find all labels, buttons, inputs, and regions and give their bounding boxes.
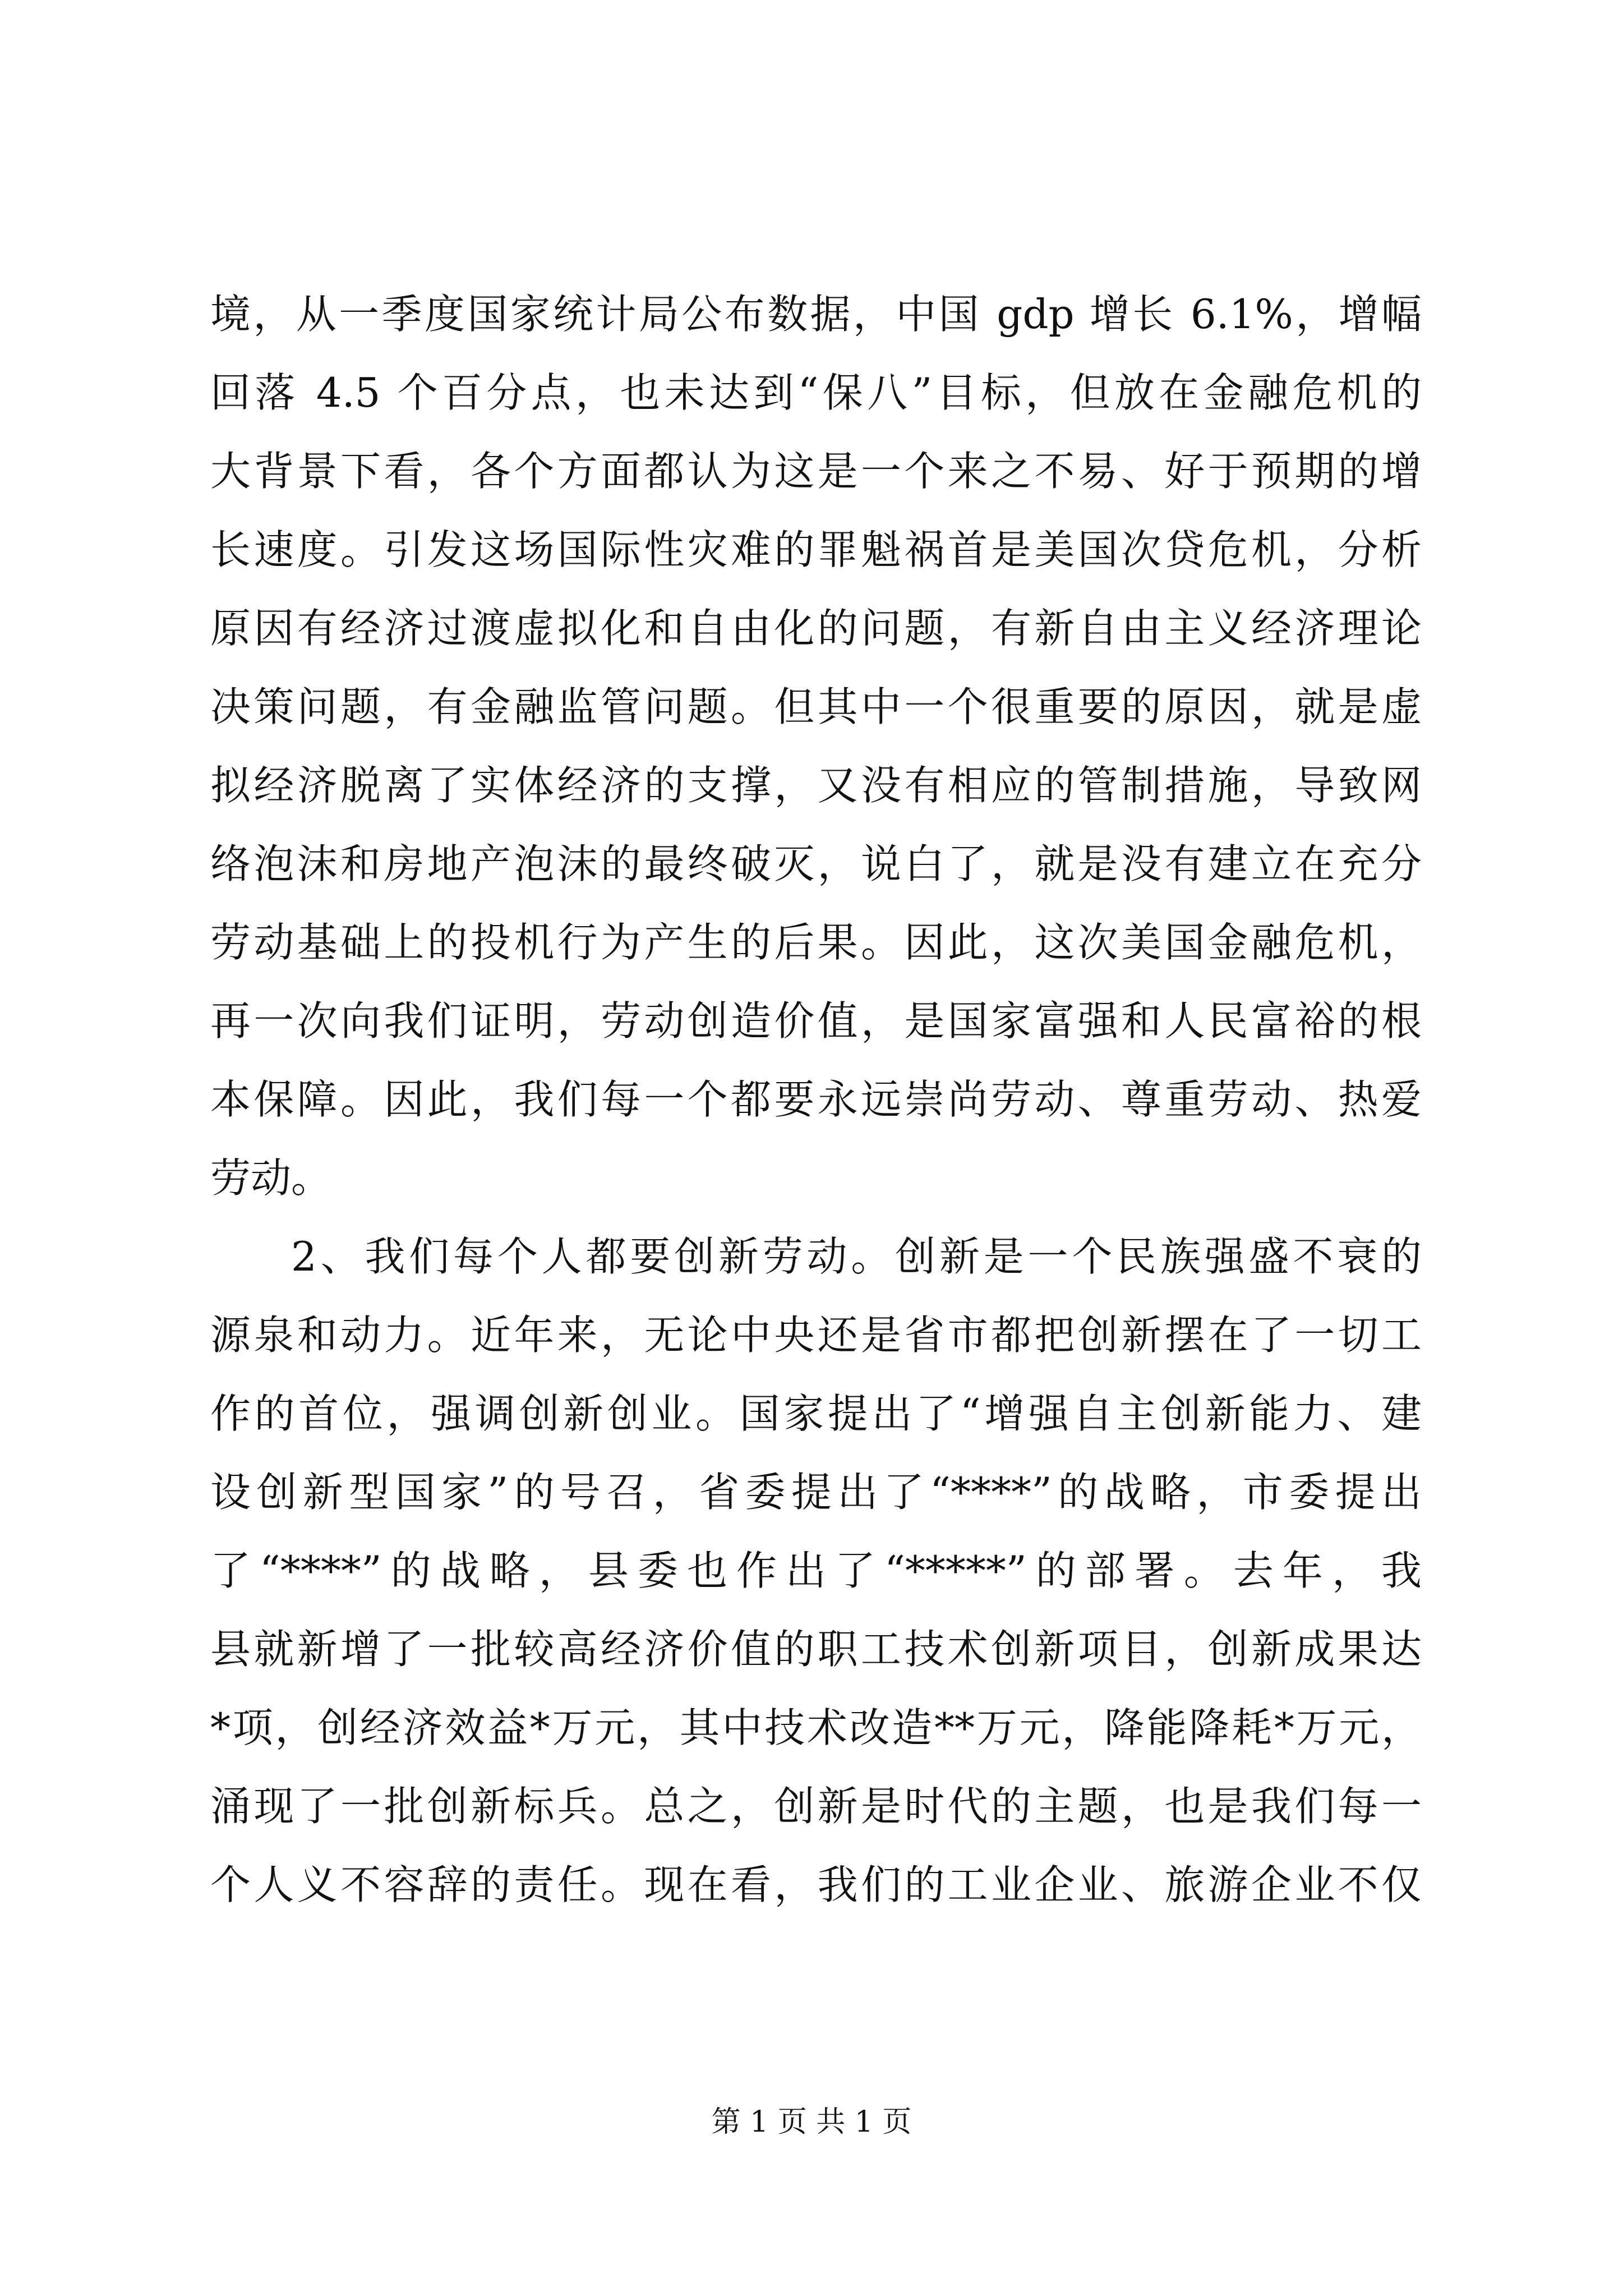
paragraph-line: 原因有经济过渡虚拟化和自由化的问题，有新自由主义经济理论 [210,605,1422,652]
paragraph-line: 本保障。因此，我们每一个都要永远崇尚劳动、尊重劳动、热爱 [210,1076,1422,1123]
paragraph-line: 境，从一季度国家统计局公布数据，中国 gdp 增长 6.1%，增幅 [210,291,1422,338]
paragraph-line: 劳动基础上的投机行为产生的后果。因此，这次美国金融危机， [210,919,1422,966]
paragraph-line: 决策问题，有金融监管问题。但其中一个很重要的原因，就是虚 [210,683,1422,730]
paragraph-line: 拟经济脱离了实体经济的支撑，又没有相应的管制措施，导致网 [210,762,1422,809]
paragraph-line: 长速度。引发这场国际性灾难的罪魁祸首是美国次贷危机，分析 [210,526,1422,573]
paragraph-line: 劳动。 [210,1154,332,1202]
paragraph-line: 个人义不容辞的责任。现在看，我们的工业企业、旅游企业不仅 [210,1861,1422,1908]
paragraph-line: 大背景下看，各个方面都认为这是一个来之不易、好于预期的增 [210,448,1422,495]
paragraph-line: 回落 4.5 个百分点，也未达到“保八”目标，但放在金融危机的 [210,369,1422,416]
paragraph-line: 再一次向我们证明，劳动创造价值，是国家富强和人民富裕的根 [210,997,1422,1045]
document-body [210,275,1422,1924]
paragraph-line: *项，创经济效益*万元，其中技术改造**万元，降能降耗*万元， [210,1704,1422,1751]
paragraph-line: 设创新型国家”的号召，省委提出了“****”的战略，市委提出 [210,1469,1422,1516]
page-number-footer: 第 1 页 共 1 页 [711,2105,912,2139]
paragraph-line: 源泉和动力。近年来，无论中央还是省市都把创新摆在了一切工 [210,1312,1422,1359]
paragraph-line: 2、我们每个人都要创新劳动。创新是一个民族强盛不衰的 [291,1233,1422,1280]
paragraph-line: 作的首位，强调创新创业。国家提出了“增强自主创新能力、建 [210,1390,1422,1437]
paragraph-line: 了“****”的战略，县委也作出了“*****”的部署。去年，我 [210,1547,1422,1594]
paragraph-line: 涌现了一批创新标兵。总之，创新是时代的主题，也是我们每一 [210,1783,1422,1830]
paragraph-line: 县就新增了一批较高经济价值的职工技术创新项目，创新成果达 [210,1626,1422,1673]
paragraph-line: 络泡沫和房地产泡沫的最终破灭，说白了，就是没有建立在充分 [210,840,1422,887]
